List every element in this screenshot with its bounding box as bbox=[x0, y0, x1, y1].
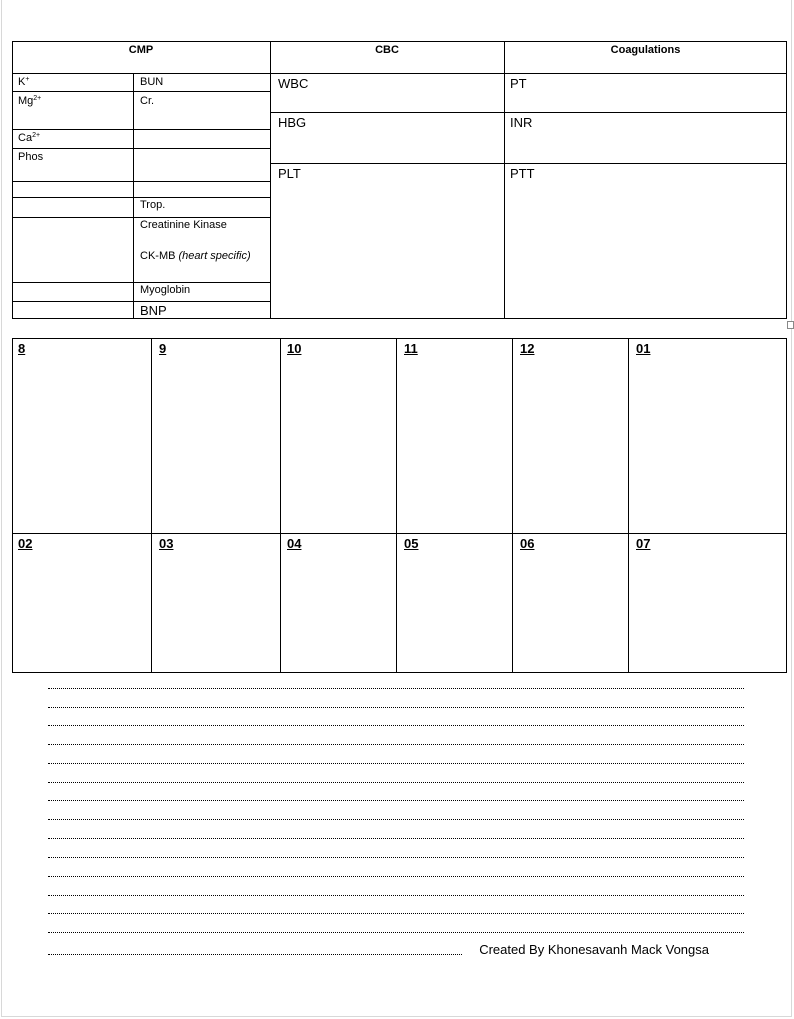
notes-line[interactable] bbox=[48, 876, 744, 877]
creatinine-kinase-label: Creatinine Kinase bbox=[140, 219, 227, 231]
table-resize-handle[interactable] bbox=[787, 321, 794, 329]
cmp-line bbox=[12, 129, 270, 130]
hours-col-divider bbox=[280, 338, 281, 673]
pt-label: PT bbox=[510, 76, 527, 91]
hours-col-divider bbox=[396, 338, 397, 673]
hour-label: 06 bbox=[520, 536, 535, 551]
magnesium-label: $Mg^{2+}$ bbox=[18, 95, 42, 107]
hours-col-divider bbox=[151, 338, 152, 673]
bnp-label: BNP bbox=[140, 303, 167, 318]
notes-line[interactable] bbox=[48, 782, 744, 783]
notes-line[interactable] bbox=[48, 819, 744, 820]
notes-line[interactable] bbox=[48, 744, 744, 745]
potassium-label: K+ bbox=[18, 76, 30, 88]
troponin-label: Trop. bbox=[140, 199, 166, 211]
hbg-label: HBG bbox=[278, 115, 307, 130]
notes-line[interactable] bbox=[48, 954, 462, 955]
coag-header: Coagulations bbox=[610, 44, 681, 56]
hour-label: 07 bbox=[636, 536, 651, 551]
cmp-line bbox=[12, 282, 270, 283]
notes-line[interactable] bbox=[48, 725, 744, 726]
footer-credit: Created By Khonesavanh Mack Vongsa bbox=[479, 942, 709, 957]
bun-label: BUN bbox=[140, 76, 164, 88]
cbc-coag-line bbox=[270, 163, 787, 164]
phosphorus-label: Phos bbox=[18, 151, 44, 163]
myoglobin-label: Myoglobin bbox=[140, 284, 191, 296]
inr-label: INR bbox=[510, 115, 533, 130]
hour-label: 9 bbox=[159, 341, 167, 356]
cmp-line bbox=[12, 217, 270, 218]
ptt-label: PTT bbox=[510, 166, 535, 181]
notes-line[interactable] bbox=[48, 763, 744, 764]
hours-col-divider bbox=[512, 338, 513, 673]
calcium-label: $Ca^{2+}$ bbox=[18, 132, 41, 144]
hour-label: 11 bbox=[404, 341, 418, 356]
wbc-label: WBC bbox=[278, 76, 309, 91]
notes-line[interactable] bbox=[48, 857, 744, 858]
hour-label: 10 bbox=[287, 341, 302, 356]
creatinine-label: Cr. bbox=[140, 95, 155, 107]
hour-label: 8 bbox=[18, 341, 26, 356]
notes-line[interactable] bbox=[48, 707, 744, 708]
labs-table-outline bbox=[12, 41, 787, 319]
cmp-line bbox=[12, 301, 270, 302]
cmp-header: CMP bbox=[128, 44, 154, 56]
hour-label: 01 bbox=[636, 341, 651, 356]
notes-line[interactable] bbox=[48, 895, 744, 896]
hour-label: 05 bbox=[404, 536, 419, 551]
cbc-coag-line bbox=[270, 112, 787, 113]
plt-label: PLT bbox=[278, 166, 301, 181]
cbc-header: CBC bbox=[375, 44, 399, 56]
cmp-line bbox=[12, 197, 270, 198]
labs-header-divider bbox=[12, 73, 787, 74]
hours-col-divider bbox=[628, 338, 629, 673]
hour-label: 02 bbox=[18, 536, 33, 551]
notes-line[interactable] bbox=[48, 688, 744, 689]
ck-mb-label: CK-MB (heart specific) bbox=[140, 250, 251, 262]
notes-line[interactable] bbox=[48, 932, 744, 933]
ck-mb-note: (heart specific) bbox=[178, 250, 251, 262]
hours-row-divider bbox=[12, 533, 787, 534]
cmp-line bbox=[12, 91, 133, 92]
hour-label: 12 bbox=[520, 341, 535, 356]
cmp-line bbox=[12, 181, 270, 182]
cmp-line bbox=[12, 148, 270, 149]
hours-grid-outline bbox=[12, 338, 787, 673]
notes-line[interactable] bbox=[48, 913, 744, 914]
coag-column-divider bbox=[504, 41, 505, 319]
hour-label: 04 bbox=[287, 536, 302, 551]
cmp-line bbox=[133, 91, 270, 92]
cbc-column-divider bbox=[270, 41, 271, 319]
notes-line[interactable] bbox=[48, 800, 744, 801]
notes-line[interactable] bbox=[48, 838, 744, 839]
hour-label: 03 bbox=[159, 536, 174, 551]
